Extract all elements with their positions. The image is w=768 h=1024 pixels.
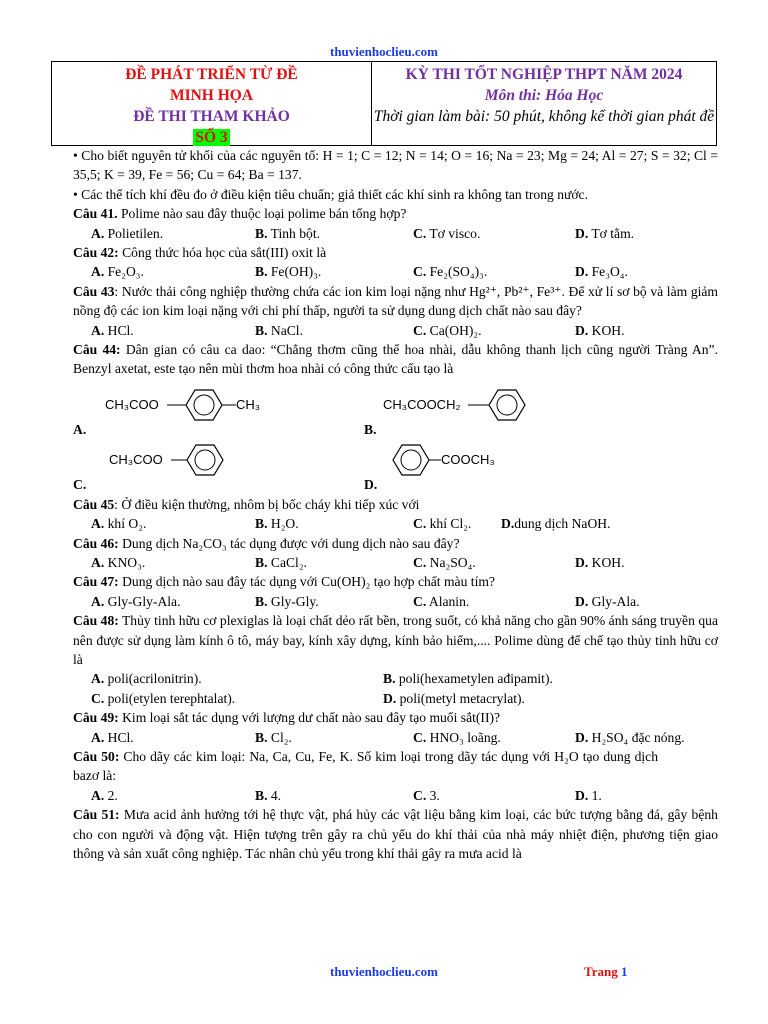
option-label: C.	[413, 322, 427, 338]
header-left-line4-wrap	[52, 127, 371, 148]
option-text: 1.	[591, 787, 602, 803]
option-label: A.	[91, 593, 105, 609]
option-text: HNO₃ loãng.	[429, 729, 501, 745]
option-label: D.	[575, 593, 589, 609]
question-text: Mưa acid ảnh hưởng tới hệ thực vật, phá hủy các vật liệu bằng kim loại, các bức tượng bằng đá, gây bệnh cho con người và động vật. Hiện tượng trên gây ra chủ yếu do khí thải của nhà máy nhiệt điện, phương tiện giao thông và sản xuất công nghiệp. Tác nhân chủ yếu trong khí thải gây ra mưa acid là	[73, 807, 718, 862]
option-label: B.	[383, 671, 396, 687]
options-49	[73, 728, 718, 747]
question-number: Câu 41.	[73, 206, 118, 222]
option-label: C.	[413, 225, 427, 241]
option-text: Alanin.	[428, 593, 470, 609]
benzene-ring-icon	[365, 385, 657, 425]
option-c[interactable]	[413, 592, 575, 611]
option-label: D.	[575, 225, 589, 241]
option-a[interactable]	[91, 514, 255, 533]
note-atomic-masses: • Cho biết nguyên tử khối của các nguyên tố: H = 1; C = 12; N = 14; O = 16; Na = 23; Mg = 24; Al = 27; S = 32; Cl = 35,5; K = 39, Fe = 56; Cu = 64; Ba = 137.	[73, 148, 718, 183]
question-49	[73, 708, 718, 727]
page-num: 1	[620, 964, 628, 979]
option-a-structure[interactable]	[73, 385, 365, 440]
exam-number-badge: SỐ 3	[195, 129, 228, 146]
option-label: C.	[413, 787, 427, 803]
question-number: Câu 50:	[73, 749, 120, 765]
option-label: A.	[91, 225, 105, 241]
option-text: 3.	[429, 787, 440, 803]
exam-content	[73, 146, 718, 863]
option-label: C.	[91, 690, 105, 706]
option-b[interactable]	[255, 262, 413, 281]
option-text: dung dịch NaOH.	[514, 516, 611, 532]
exam-header-left	[52, 62, 372, 145]
options-48-row2	[73, 689, 718, 708]
option-label: A.	[91, 787, 105, 803]
question-text: : Ở điều kiện thường, nhôm bị bốc cháy khi tiếp xúc với	[114, 496, 420, 512]
option-label: A.	[73, 422, 87, 438]
option-text: poli(hexametylen ađipamit).	[398, 671, 553, 687]
question-51	[73, 805, 718, 863]
option-a[interactable]	[91, 592, 255, 611]
option-text: Tơ tằm.	[591, 225, 635, 241]
question-number: Câu 47:	[73, 574, 119, 590]
option-label: D.	[501, 516, 515, 532]
option-label: B.	[255, 516, 268, 532]
option-text: Tơ visco.	[429, 225, 481, 241]
option-label: C.	[413, 729, 427, 745]
option-text: H₂SO₄ đặc nóng.	[591, 729, 685, 745]
question-number: Câu 45	[73, 496, 115, 512]
question-46	[73, 534, 718, 553]
option-a[interactable]	[91, 262, 255, 281]
option-a[interactable]	[91, 786, 255, 805]
formula-text: CH₃COOCH₂	[383, 396, 461, 412]
option-d[interactable]	[501, 514, 611, 533]
option-d[interactable]	[383, 689, 525, 708]
question-44	[73, 340, 718, 379]
option-d[interactable]	[575, 728, 685, 747]
option-a[interactable]	[91, 728, 255, 747]
exam-header-table	[51, 61, 717, 146]
option-b[interactable]	[255, 592, 413, 611]
option-label: B.	[255, 322, 268, 338]
formula-text: CH₃COO	[109, 451, 163, 467]
benzene-ring-icon	[73, 440, 365, 480]
option-c[interactable]	[413, 262, 575, 281]
footer-site-link[interactable]: thuvienhoclieu.com	[330, 964, 438, 979]
option-text: Fe₃O₄.	[591, 264, 628, 280]
option-label: A.	[91, 555, 105, 571]
structures-row-ab	[73, 385, 718, 440]
option-c[interactable]	[413, 728, 575, 747]
option-text: KOH.	[591, 555, 625, 571]
option-c[interactable]	[413, 514, 501, 533]
option-text: 4.	[270, 787, 282, 803]
header-left-line1: ĐỀ PHÁT TRIỂN TỪ ĐỀ	[125, 66, 298, 83]
option-b[interactable]	[255, 224, 413, 243]
question-text: Dung dịch Na₂CO₃ tác dụng được với dung dịch nào sau đây?	[118, 535, 460, 551]
benzene-ring-icon	[73, 385, 365, 425]
question-47	[73, 572, 718, 591]
option-text: khí Cl₂.	[429, 516, 472, 532]
page-number	[584, 964, 627, 980]
option-text: Cl₂.	[270, 729, 292, 745]
formula-left-text: CH₃COO	[105, 396, 159, 412]
option-label: C.	[413, 593, 427, 609]
option-d-structure[interactable]	[365, 440, 657, 495]
option-label: D.	[575, 264, 589, 280]
question-number: Câu 43	[73, 283, 115, 299]
option-label: B.	[255, 555, 268, 571]
options-50	[73, 786, 718, 805]
question-48	[73, 611, 718, 669]
option-label: D.	[575, 787, 589, 803]
option-text: 2.	[107, 787, 118, 803]
question-text: Polime nào sau đây thuộc loại polime bán tổng hợp?	[117, 206, 407, 222]
option-b[interactable]	[255, 321, 413, 340]
option-text: Fe(OH)₃.	[270, 264, 322, 280]
exam-duration: Thời gian làm bài: 50 phút, không kể thời gian phát đề	[373, 108, 715, 125]
question-text: Cho dãy các kim loại: Na, Ca, Cu, Fe, K. Số kim loại trong dãy tác dụng với H₂O tạo dung dịch bazơ là:	[73, 749, 658, 784]
question-text: Dung dịch nào sau đây tác dụng với Cu(OH)₂ tạo hợp chất màu tím?	[118, 574, 495, 590]
option-text: poli(metyl metacrylat).	[399, 690, 525, 706]
option-a[interactable]	[91, 553, 255, 572]
option-text: KNO₃.	[107, 555, 146, 571]
option-label: A.	[91, 322, 105, 338]
option-b-structure[interactable]	[365, 385, 657, 440]
option-label: A.	[91, 516, 105, 532]
option-text: HCl.	[107, 729, 134, 745]
question-text: Dân gian có câu ca dao: “Chẳng thơm cũng thể hoa nhài, dẫu không thanh lịch cũng người Tràng An”. Benzyl axetat, este tạo nên mùi thơm hoa nhài có công thức cấu tạo là	[73, 342, 718, 377]
question-text: : Nước thải công nghiệp thường chứa các ion kim loại nặng như Hg²⁺, Pb²⁺, Fe³⁺. Để xử lí sơ bộ và làm giảm nồng độ các ion kim loại nặng với chi phí thấp, người ta sử dụng dung dịch chất nào sau đây?	[73, 283, 719, 319]
option-label: D.	[575, 729, 589, 745]
option-d[interactable]	[575, 224, 634, 243]
option-a[interactable]	[91, 321, 255, 340]
option-label: D.	[364, 477, 378, 493]
option-b[interactable]	[255, 553, 413, 572]
exam-title: KỲ THI TỐT NGHIỆP THPT NĂM 2024	[405, 66, 683, 83]
question-number: Câu 46:	[73, 535, 119, 551]
question-number: Câu 49:	[73, 710, 119, 726]
option-label: D.	[575, 555, 589, 571]
option-b[interactable]	[255, 514, 413, 533]
option-label: B.	[255, 225, 268, 241]
exam-header-right	[372, 62, 716, 145]
option-text: Ca(OH)₂.	[429, 322, 482, 338]
option-d[interactable]	[575, 262, 628, 281]
question-41	[73, 204, 718, 223]
option-label: D.	[383, 690, 397, 706]
question-text: Công thức hóa học của sắt(III) oxit là	[118, 245, 327, 261]
option-text: Fe₂(SO₄)₃.	[429, 264, 488, 280]
option-text: poli(acrilonitrin).	[107, 671, 202, 687]
option-c[interactable]	[413, 786, 575, 805]
option-c[interactable]	[413, 553, 575, 572]
option-label: D.	[575, 322, 589, 338]
option-text: KOH.	[591, 322, 625, 338]
question-45	[73, 495, 718, 514]
page-label: Trang	[584, 964, 618, 979]
option-label: B.	[255, 264, 268, 280]
option-b[interactable]	[255, 786, 413, 805]
option-text: Gly-Gly.	[270, 593, 319, 609]
option-d[interactable]	[575, 553, 624, 572]
options-45	[73, 514, 718, 533]
question-number: Câu 51:	[73, 807, 120, 823]
option-text: Na₂SO₄.	[429, 555, 476, 571]
option-label: B.	[364, 422, 377, 438]
option-text: Tinh bột.	[270, 225, 320, 241]
option-text: Gly-Gly-Ala.	[107, 593, 181, 609]
formula-text: COOCH₃	[441, 451, 495, 467]
header-left-line3: ĐỀ THI THAM KHẢO	[133, 108, 290, 125]
option-label: A.	[91, 264, 105, 280]
options-48-row1	[73, 669, 718, 688]
formula-right-text: CH₃	[236, 396, 261, 412]
option-label: C.	[413, 264, 427, 280]
option-label: A.	[91, 671, 105, 687]
option-d[interactable]	[575, 321, 624, 340]
option-text: H₂O.	[270, 516, 299, 532]
option-b[interactable]	[255, 728, 413, 747]
option-c-structure[interactable]	[73, 440, 365, 495]
question-43	[73, 282, 718, 321]
option-label: A.	[91, 729, 105, 745]
note-gas-conditions: • Các thể tích khí đều đo ở điều kiện tiêu chuẩn; giả thiết các khí sinh ra không tan trong nước.	[73, 186, 588, 202]
options-41	[73, 224, 718, 243]
option-label: B.	[255, 729, 268, 745]
question-number: Câu 42:	[73, 245, 119, 261]
header-left-line2: MINH HỌA	[169, 87, 254, 104]
option-text: NaCl.	[270, 322, 303, 338]
option-label: C.	[413, 516, 427, 532]
option-text: Fe₂O₃.	[107, 264, 144, 280]
option-c[interactable]	[413, 321, 575, 340]
options-42	[73, 262, 718, 281]
option-text: HCl.	[107, 322, 134, 338]
option-label: C.	[413, 555, 427, 571]
header-site-link[interactable]: thuvienhoclieu.com	[330, 44, 438, 59]
option-text: khí O₂.	[107, 516, 147, 532]
option-label: B.	[255, 593, 268, 609]
option-b[interactable]	[383, 669, 553, 688]
option-d[interactable]	[575, 786, 602, 805]
question-number: Câu 44:	[73, 342, 121, 358]
exam-subject: Môn thi: Hóa Học	[484, 87, 604, 104]
option-text: poli(etylen terephtalat).	[107, 690, 236, 706]
option-label: C.	[73, 477, 87, 493]
structures-row-cd	[73, 440, 718, 495]
option-label: B.	[255, 787, 268, 803]
question-text: Kim loại sắt tác dụng với lượng dư chất nào sau đây tạo muối sắt(II)?	[118, 710, 501, 726]
options-43	[73, 321, 718, 340]
question-number: Câu 48:	[73, 613, 119, 629]
option-a[interactable]	[91, 224, 255, 243]
option-c[interactable]	[91, 689, 383, 708]
option-d[interactable]	[575, 592, 640, 611]
benzene-ring-icon	[365, 440, 657, 480]
question-text: Thủy tinh hữu cơ plexiglas là loại chất dẻo rất bền, trong suốt, có khả năng cho gần 90% ánh sáng truyền qua nên được sử dụng làm kính ô tô, máy bay, kính xây dựng, kính bảo hiểm,.... Polime dùng để chế tạo thủy tinh hữu cơ là	[73, 613, 718, 668]
question-50	[73, 747, 718, 786]
option-text: Polietilen.	[107, 225, 164, 241]
option-text: CaCl₂.	[270, 555, 307, 571]
options-46	[73, 553, 718, 572]
options-47	[73, 592, 718, 611]
option-c[interactable]	[413, 224, 575, 243]
option-text: Gly-Ala.	[591, 593, 640, 609]
question-42	[73, 243, 718, 262]
option-a[interactable]	[91, 669, 383, 688]
